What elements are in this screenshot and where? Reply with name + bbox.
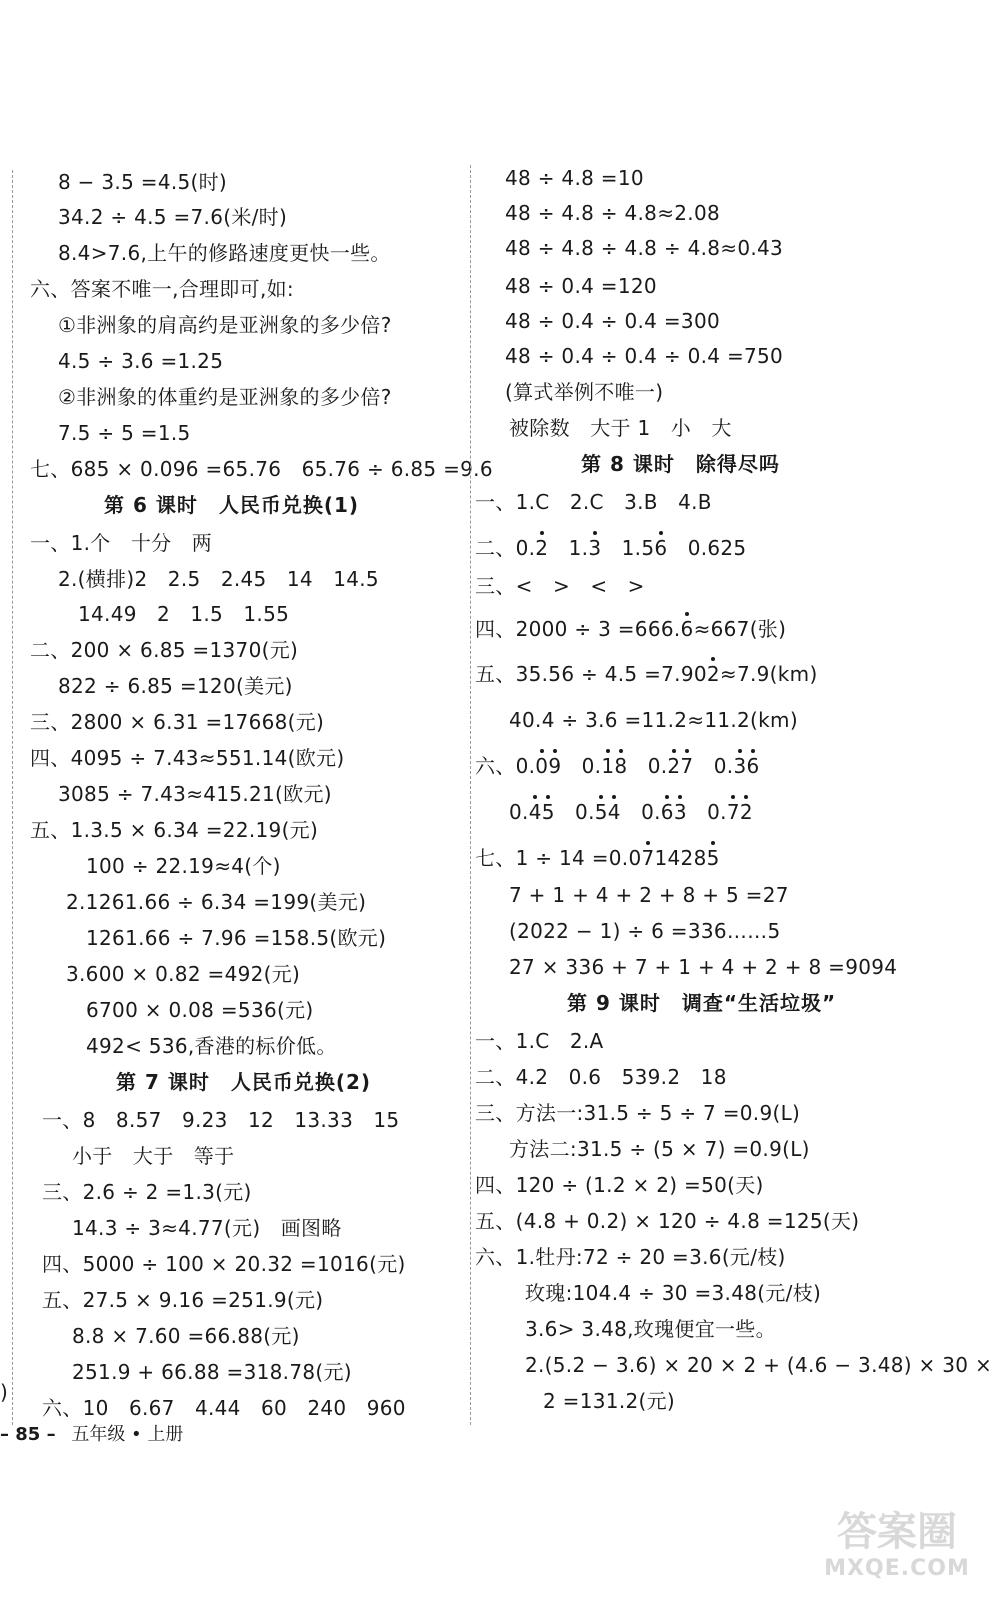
grade-label: 五年级 • 上册 [71,1424,184,1445]
answer-line: 822 ÷ 6.85 =120(美元) [58,674,293,698]
answer-line: 五、(4.8 + 0.2) × 120 ÷ 4.8 =125(天) [475,1209,860,1233]
recurring-digit: 4 [528,800,542,824]
recurring-decimal-line: 五、35.56 ÷ 4.5 =7.902≈7.9(km) [475,662,818,686]
answer-line: 六、答案不唯一,合理即可,如: [30,277,294,301]
site-watermark [812,1508,982,1588]
section-heading-lesson-7: 第 7 课时 人民币兑换(2) [116,1070,372,1094]
answer-line: 100 ÷ 22.19≈4(个) [86,854,281,878]
answer-line: 48 ÷ 0.4 =120 [505,274,657,298]
answer-line: 27 × 336 + 7 + 1 + 4 + 2 + 8 =9094 [509,955,898,979]
answer-line: (2022 − 1) ÷ 6 =336……5 [509,919,781,943]
answer-line: 8 − 3.5 =4.5(时) [58,170,228,194]
recurring-digit: 6 [660,800,674,824]
answer-line: 五、1.3.5 × 6.34 =22.19(元) [30,818,319,842]
answer-line: 48 ÷ 4.8 ÷ 4.8 ÷ 4.8≈0.43 [505,236,784,260]
answer-line: 被除数 大于 1 小 大 [509,416,732,440]
answer-line: ②非洲象的体重约是亚洲象的多少倍? [58,385,392,409]
answer-line: 48 ÷ 4.8 ÷ 4.8≈2.08 [505,201,720,225]
answer-line: 三、方法一:31.5 ÷ 5 ÷ 7 =0.9(L) [475,1101,801,1125]
recurring-digit: 3 [588,536,602,560]
recurring-digit: 7 [680,754,694,778]
answer-line: 三、2800 × 6.31 =17668(元) [30,710,325,734]
watermark-logo-text: 答案圈 [837,1509,957,1555]
recurring-digit: 5 [541,800,555,824]
left-margin-divider [12,170,13,1425]
answer-line: 一、1.个 十分 两 [30,531,213,555]
column-divider [470,165,471,1425]
answer-line: 48 ÷ 4.8 =10 [505,166,644,190]
answer-line: 四、5000 ÷ 100 × 20.32 =1016(元) [42,1252,406,1276]
answer-line: 三、2.6 ÷ 2 =1.3(元) [42,1180,252,1204]
answer-line: 二、200 × 6.85 =1370(元) [30,638,299,662]
answer-line: 14.49 2 1.5 1.55 [78,602,290,626]
answer-line: 四、4095 ÷ 7.43≈551.14(欧元) [30,746,345,770]
section-heading-lesson-8: 第 8 课时 除得尽吗 [581,452,780,476]
answer-line: 8.4>7.6,上午的修路速度更快一些。 [58,241,391,265]
answer-line: 三、< > < > [475,574,645,598]
answer-line: 3.6> 3.48,玫瑰便宜一些。 [525,1317,776,1341]
answer-line: 七、685 × 0.096 =65.76 65.76 ÷ 6.85 =9.6 [30,457,493,481]
answer-line: 玫瑰:104.4 ÷ 30 =3.48(元/枝) [525,1281,822,1305]
answer-line: 40.4 ÷ 3.6 =11.2≈11.2(km) [509,708,798,732]
answer-line: 六、10 6.67 4.44 60 240 960 [42,1396,406,1420]
margin-mark: ) [0,1380,9,1404]
answer-line: 方法二:31.5 ÷ (5 × 7) =0.9(L) [509,1137,810,1161]
recurring-digit: 1 [601,754,615,778]
answer-line: 34.2 ÷ 4.5 =7.6(米/时) [58,205,288,229]
section-heading-lesson-9: 第 9 课时 调查“生活垃圾” [567,991,837,1015]
recurring-digit: 0 [535,754,549,778]
recurring-digit: 3 [733,754,747,778]
answer-line: 492< 536,香港的标价低。 [86,1034,337,1058]
answer-line: 四、120 ÷ (1.2 × 2) =50(天) [475,1173,764,1197]
recurring-digit: 3 [673,800,687,824]
recurring-digit: 5 [594,800,608,824]
recurring-digit: 7 [726,800,740,824]
answer-line: ①非洲象的肩高约是亚洲象的多少倍? [58,313,392,337]
recurring-decimal-line: 0.45 0.54 0.63 0.72 [509,800,753,824]
answer-line: 4.5 ÷ 3.6 =1.25 [58,349,224,373]
answer-line: 一、1.C 2.A [475,1029,604,1053]
answer-line: 2 =131.2(元) [543,1389,676,1413]
recurring-digit: 9 [548,754,562,778]
answer-line: 2.1261.66 ÷ 6.34 =199(美元) [66,890,367,914]
recurring-decimal-line: 六、0.09 0.18 0.27 0.36 [475,754,760,778]
watermark-url: MXQE.COM [824,1556,970,1581]
answer-line: 小于 大于 等于 [72,1144,235,1168]
recurring-decimal-line: 七、1 ÷ 14 =0.0714285 [475,846,720,870]
answer-line: 48 ÷ 0.4 ÷ 0.4 ÷ 0.4 =750 [505,344,784,368]
answer-line: 一、8 8.57 9.23 12 13.33 15 [42,1108,400,1132]
recurring-digit: 8 [614,754,628,778]
answer-line: 二、4.2 0.6 539.2 18 [475,1065,727,1089]
answer-line: 7.5 ÷ 5 =1.5 [58,421,191,445]
recurring-digit: 4 [607,800,621,824]
recurring-digit: 5 [706,846,720,870]
answer-line: 3.600 × 0.82 =492(元) [66,962,301,986]
recurring-decimal-line: 四、2000 ÷ 3 =666.6≈667(张) [475,617,787,641]
answer-line: 6700 × 0.08 =536(元) [86,998,314,1022]
answer-line: 251.9 + 66.88 =318.78(元) [72,1360,352,1384]
recurring-digit: 2 [535,536,549,560]
recurring-digit: 2 [667,754,681,778]
section-heading-lesson-6: 第 6 课时 人民币兑换(1) [104,493,360,517]
answer-line: 1261.66 ÷ 7.96 =158.5(欧元) [86,926,387,950]
answer-line: 7 + 1 + 4 + 2 + 8 + 5 =27 [509,883,789,907]
recurring-decimal-line: 二、0.2 1.3 1.56 0.625 [475,536,747,560]
recurring-digit: 2 [739,800,753,824]
answer-line: (算式举例不唯一) [505,380,664,404]
answer-line: 3085 ÷ 7.43≈415.21(欧元) [58,782,332,806]
answer-line: 48 ÷ 0.4 ÷ 0.4 =300 [505,309,720,333]
answer-line: 8.8 × 7.60 =66.88(元) [72,1324,300,1348]
recurring-digit: 6 [680,617,694,641]
answer-line: 五、27.5 × 9.16 =251.9(元) [42,1288,324,1312]
page-footer [0,1422,183,1448]
answer-line: 2.(5.2 − 3.6) × 20 × 2 + (4.6 − 3.48) × 30 × [525,1353,993,1377]
answer-line: 2.(横排)2 2.5 2.45 14 14.5 [58,567,379,591]
page-number: – 85 – [0,1424,56,1445]
answer-line: 一、1.C 2.C 3.B 4.B [475,490,712,514]
answer-line: 六、1.牡丹:72 ÷ 20 =3.6(元/枝) [475,1245,786,1269]
answer-line: 14.3 ÷ 3≈4.77(元) 画图略 [72,1216,342,1240]
recurring-digit: 2 [706,662,720,686]
recurring-digit: 6 [654,536,668,560]
recurring-digit: 6 [746,754,760,778]
recurring-digit: 7 [641,846,655,870]
